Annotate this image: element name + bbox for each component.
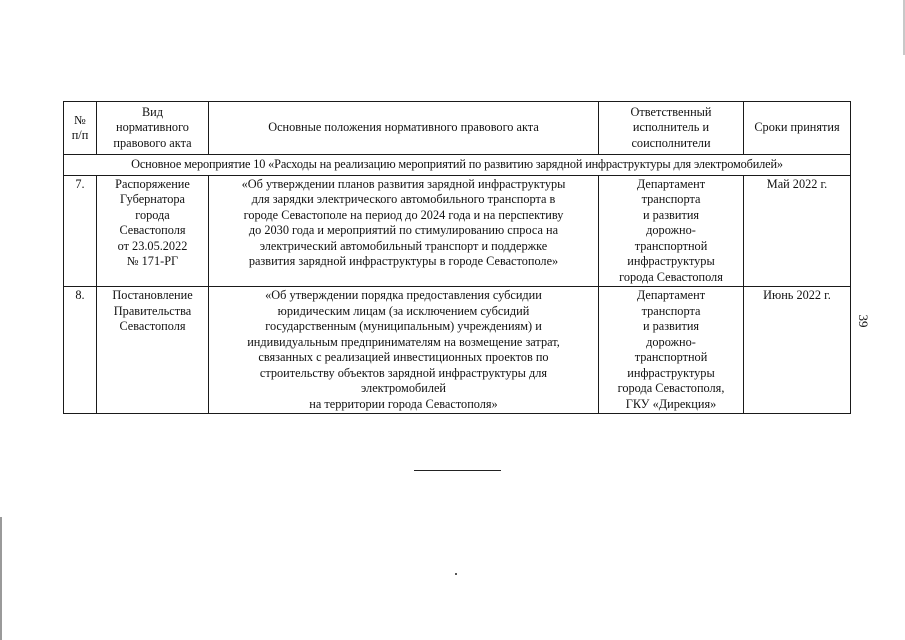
header-num: № п/п [64,102,97,155]
header-responsible: Ответственный исполнитель и соисполнители [599,102,744,155]
row-num: 8. [64,287,97,414]
scan-speck [455,573,457,575]
table-row [64,287,851,414]
table-header-row [64,102,851,155]
row-act-type: Распоряжение Губернатора города Севастополя от 23.05.2022 № 171-РГ [97,175,209,287]
footer-divider [414,470,501,471]
section-title: Основное мероприятие 10 «Расходы на реализацию мероприятий по развитию зарядной инфраструктуры для электромобилей» [64,155,851,176]
row-deadline: Июнь 2022 г. [744,287,851,414]
header-deadline: Сроки принятия [744,102,851,155]
section-row [64,155,851,176]
row-responsible: Департамент транспорта и развития дорожно- транспортной инфраструктуры города Севастополя, ГКУ «Дирекция» [599,287,744,414]
header-act-type: Вид нормативного правового акта [97,102,209,155]
legal-acts-table [63,101,851,414]
table-row [64,175,851,287]
row-act-type: Постановление Правительства Севастополя [97,287,209,414]
row-responsible: Департамент транспорта и развития дорожно- транспортной инфраструктуры города Севастополя [599,175,744,287]
page-number: 39 [856,314,871,328]
scan-edge-left [0,517,2,640]
row-provisions: «Об утверждении порядка предоставления субсидии юридическим лицам (за исключением субсидий государственным (муниципальным) учреждениям) и индивидуальным предпринимателям на возмещение затрат, связанных с реализацией инвестиционных проектов по строительству объектов зарядной инфраструктуры для электромобилей на территории города Севастополя» [209,287,599,414]
header-main-provisions: Основные положения нормативного правового акта [209,102,599,155]
row-num: 7. [64,175,97,287]
row-deadline: Май 2022 г. [744,175,851,287]
row-provisions: «Об утверждении планов развития зарядной инфраструктуры для зарядки электрического автомобильного транспорта в городе Севастополе на период до 2024 года и на перспективу до 2030 года и мероприятий по стимулированию спроса на электрический автомобильный транспорт и поддержке развития зарядной инфраструктуры в городе Севастополе» [209,175,599,287]
